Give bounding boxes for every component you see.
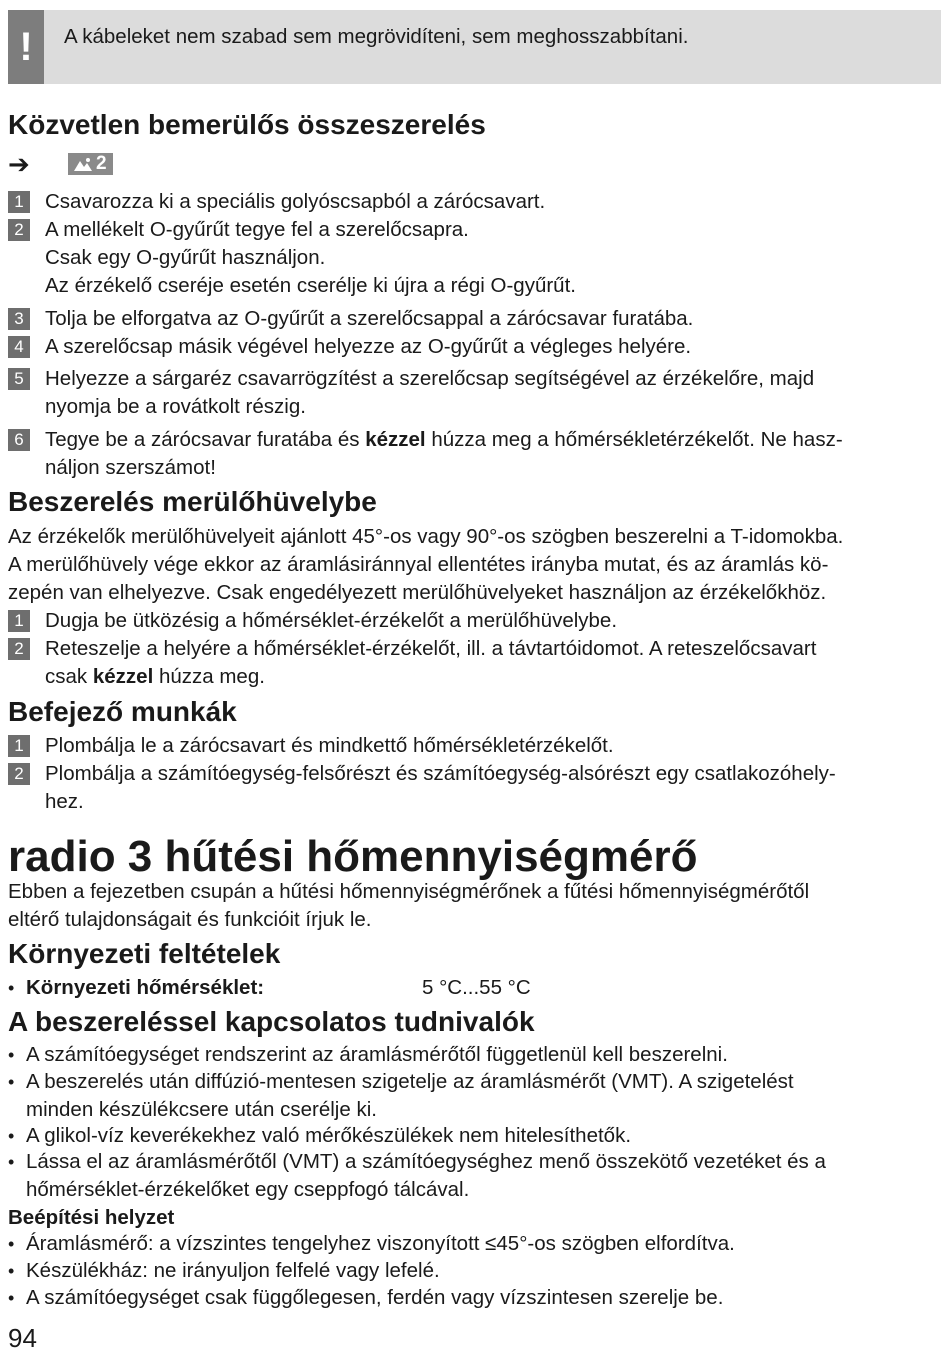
step-number: 1 — [8, 735, 30, 757]
step-item — [8, 607, 940, 635]
arrow-right-icon: ➔ — [8, 149, 30, 179]
paragraph-line: zepén van elhelyezve. Csak engedélyezett merülőhüvelyeket használjon az érzékelőkhöz. — [8, 581, 827, 604]
step-text — [45, 760, 940, 816]
figure-number: 2 — [96, 153, 107, 174]
step-text: Plombálja le a zárócsavart és mindkettő hőmérsékletérzékelőt. — [45, 734, 614, 757]
step-item — [8, 760, 940, 816]
step-item — [8, 635, 940, 691]
paragraph-line: Az érzékelők merülőhüvelyeit ajánlott 45°-os vagy 90°-os szögben beszerelni a T-idomokba. — [8, 525, 844, 548]
step-number: 4 — [8, 336, 30, 358]
step-number: 2 — [8, 638, 30, 660]
step-line: Az érzékelő cseréje esetén cserélje ki újra a régi O-gyűrűt. — [45, 274, 576, 297]
step-text — [45, 216, 940, 300]
step-line — [45, 426, 940, 454]
step-text: Dugja be ütközésig a hőmérséklet-érzékelőt a merülőhüvelybe. — [45, 609, 618, 632]
step-number: 1 — [8, 610, 30, 632]
bullet-text: Készülékház: ne irányuljon felfelé vagy lefelé. — [26, 1259, 440, 1282]
text-run: húzza meg. — [153, 665, 265, 688]
step-number: 5 — [8, 368, 30, 390]
step-line: A mellékelt O-gyűrűt tegye fel a szerelőcsapra. — [45, 218, 469, 241]
paragraph-line: Ebben a fejezetben csupán a hűtési hőmennyiségmérőnek a fűtési hőmennyiségmérőtől — [8, 880, 810, 903]
bullet-text: A glikol-víz keverékekhez való mérőkészülékek nem hitelesíthetők. — [26, 1124, 632, 1147]
step-line: hez. — [45, 790, 84, 813]
step-text: Csavarozza ki a speciális golyóscsapból a zárócsavart. — [45, 190, 546, 213]
bullet-text — [26, 1068, 940, 1124]
step-number: 3 — [8, 308, 30, 330]
bullet-item — [8, 1122, 940, 1150]
step-text — [45, 635, 940, 691]
step-line: Reteszelje a helyére a hőmérséklet-érzékelőt, ill. a távtartóidomot. A reteszelőcsavart — [45, 637, 817, 660]
chapter-intro — [8, 878, 943, 934]
emphasis: kézzel — [92, 665, 154, 688]
step-item — [8, 305, 940, 333]
section-title-pocket-install: Beszerelés merülőhüvelybe — [8, 486, 377, 517]
section-title-install-info: A beszereléssel kapcsolatos tudnivalók — [8, 1006, 535, 1037]
step-line: Helyezze a sárgaréz csavarrögzítést a szerelőcsap segítségével az érzékelőre, majd — [45, 367, 815, 390]
bullet-icon: • — [8, 1288, 15, 1308]
image-icon — [74, 157, 92, 171]
step-number: 2 — [8, 763, 30, 785]
section-title-direct-immersion: Közvetlen bemerülős összeszerelés — [8, 109, 486, 140]
paragraph-line: A merülőhüvely vége ekkor az áramlásiránnyal ellentétes irányba mutat, és az áramlás kö- — [8, 553, 829, 576]
emphasis: kézzel — [365, 428, 426, 451]
bullet-icon: • — [8, 978, 15, 998]
figure-reference — [8, 150, 113, 178]
step-item — [8, 216, 940, 300]
bullet-icon: • — [8, 1152, 15, 1172]
bullet-item — [8, 1284, 940, 1312]
step-item — [8, 333, 940, 361]
bullet-text: A számítóegységet csak függőlegesen, ferdén vagy vízszintesen szerelje be. — [26, 1286, 724, 1309]
bullet-text — [26, 1148, 940, 1204]
step-number: 1 — [8, 191, 30, 213]
chapter-title: radio 3 hűtési hőmennyiségmérő — [8, 832, 698, 881]
warning-icon: ! — [8, 10, 44, 84]
step-line: Csak egy O-gyűrűt használjon. — [45, 246, 326, 269]
subsection-title-position: Beépítési helyzet — [8, 1206, 175, 1229]
section-title-finishing: Befejező munkák — [8, 696, 237, 727]
step-item — [8, 732, 940, 760]
step-text — [45, 426, 940, 482]
bullet-item — [8, 1230, 940, 1258]
step-line: náljon szerszámot! — [45, 456, 216, 479]
paragraph-line: eltérő tulajdonságait és funkcióit írjuk le. — [8, 908, 372, 931]
warning-box — [8, 10, 941, 84]
bullet-item — [8, 974, 940, 1002]
step-item — [8, 188, 940, 216]
step-line — [45, 663, 940, 691]
bullet-item — [8, 1068, 940, 1124]
bullet-icon: • — [8, 1234, 15, 1254]
step-text: Tolja be elforgatva az O-gyűrűt a szerelőcsappal a zárócsavar furatába. — [45, 307, 694, 330]
env-row — [26, 974, 940, 1002]
bullet-item — [8, 1041, 940, 1069]
step-line: nyomja be a rovátkolt részig. — [45, 395, 306, 418]
step-item — [8, 365, 940, 421]
bullet-line: minden készülékcsere után cserélje ki. — [26, 1098, 377, 1121]
text-run: csak — [45, 665, 93, 688]
page-number: 94 — [8, 1323, 37, 1353]
section-title-environment: Környezeti feltételek — [8, 938, 281, 969]
bullet-line: Lássa el az áramlásmérőtől (VMT) a számítóegységhez menő összekötő vezetéket és a — [26, 1150, 826, 1173]
bullet-icon: • — [8, 1126, 15, 1146]
step-item — [8, 426, 940, 482]
bullet-icon: • — [8, 1072, 15, 1092]
step-text: A szerelőcsap másik végével helyezze az O-gyűrűt a végleges helyére. — [45, 335, 692, 358]
bullet-item — [8, 1257, 940, 1285]
step-line: Plombálja a számítóegység-felsőrészt és számítóegység-alsórészt egy csatlakozóhely- — [45, 762, 836, 785]
paragraph — [8, 523, 943, 607]
bullet-line: hőmérséklet-érzékelőket egy cseppfogó tálcával. — [26, 1178, 470, 1201]
env-value: 5 °C...55 °C — [422, 976, 531, 999]
text-run: Tegye be a zárócsavar furatába és — [45, 428, 366, 451]
figure-badge — [68, 153, 113, 175]
bullet-text: A számítóegységet rendszerint az áramlásmérőtől függetlenül kell beszerelni. — [26, 1043, 728, 1066]
text-run: húzza meg a hőmérsékletérzékelőt. Ne hasz- — [425, 428, 843, 451]
env-label: Környezeti hőmérséklet: — [26, 976, 265, 999]
warning-text: A kábeleket nem szabad sem megrövidíteni, sem meghosszabbítani. — [64, 25, 689, 48]
bullet-icon: • — [8, 1261, 15, 1281]
bullet-line: A beszerelés után diffúzió-mentesen szigetelje az áramlásmérőt (VMT). A szigetelést — [26, 1070, 794, 1093]
bullet-icon: • — [8, 1045, 15, 1065]
bullet-text: Áramlásmérő: a vízszintes tengelyhez viszonyított ≤45°-os szögben elfordítva. — [26, 1232, 735, 1255]
bullet-item — [8, 1148, 940, 1204]
step-number: 6 — [8, 429, 30, 451]
step-text — [45, 365, 940, 421]
step-number: 2 — [8, 219, 30, 241]
